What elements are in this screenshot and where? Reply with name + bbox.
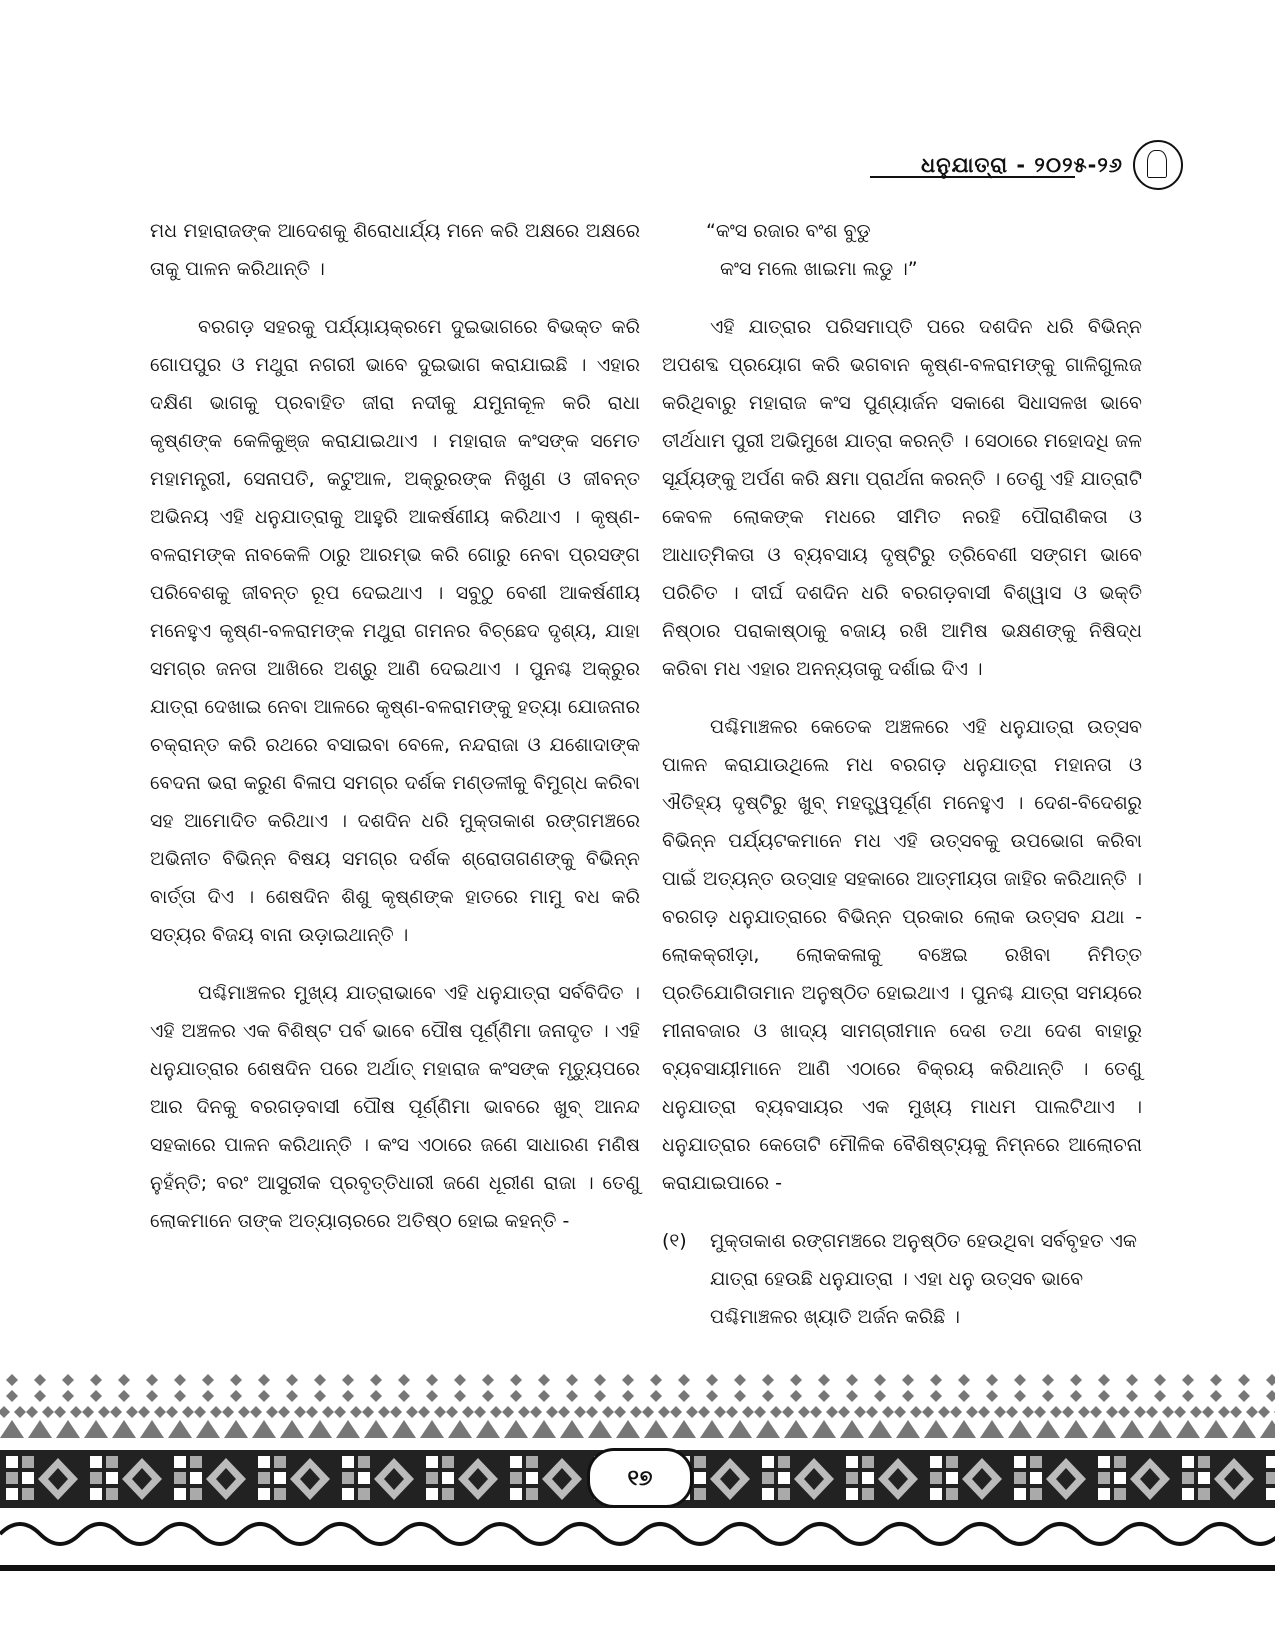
item-text: ମୁକ୍ତାକାଶ ରଙ୍ଗମଞ୍ଚରେ ଅନୁଷ୍ଠିତ ହେଉଥିବା ସର୍ବବୃହତ ଏକ ଯାତ୍ରା ହେଉଛି ଧନୁଯାତ୍ରା । ଏହା ଧନୁ ଉତ୍ସବ ଭାବେ ପଶ୍ଚିମାଞ୍ଚଳର ଖ୍ୟାତି ଅର୍ଜନ କରିଛି ।: [710, 1230, 1137, 1328]
header-title: ଧନୁଯାତ୍ରା - ୨୦୨୫-୨୬: [920, 152, 1123, 177]
left-paragraph-3: ପଶ୍ଚିମାଞ୍ଚଳର ମୁଖ୍ୟ ଯାତ୍ରାଭାବେ ଏହି ଧନୁଯାତ୍ରା ସର୍ବବିଦିତ । ଏହି ଅଞ୍ଚଳର ଏକ ବିଶିଷ୍ଟ ପର୍ବ ଭାବେ ପୌଷ ପୂର୍ଣ୍ଣିମା ଜନାଦୃତ । ଏହି ଧନୁଯାତ୍ରାର ଶେଷଦିନ ପରେ ଅର୍ଥାତ୍ ମହାରାଜ କଂସଙ୍କ ମୃତ୍ୟୁପରେ ଆର ଦିନକୁ ବରଗଡ଼ବାସୀ ପୌଷ ପୂର୍ଣ୍ଣିମା ଭାବରେ ଖୁବ୍ ଆନନ୍ଦ ସହକାରେ ପାଳନ କରିଥାନ୍ତି । କଂସ ଏଠାରେ ଜଣେ ସାଧାରଣ ମଣିଷ ନୁହଁନ୍ତି; ବରଂ ଆସୁରୀକ ପ୍ରବୃତ୍ତିଧାରୀ ଜଣେ ଧୂରୀଣ ରାଜା । ତେଣୁ ଲୋକମାନେ ତାଙ୍କ ଅତ୍ୟାଚାରରେ ଅତିଷ୍ଠ ହୋଇ କହନ୍ତି -: [150, 982, 640, 1232]
left-paragraph-1: ମଧ ମହାରାଜଙ୍କ ଆଦେଶକୁ ଶିରୋଧାର୍ଯ୍ୟ ମନେ କରି ଅକ୍ଷରେ ଅକ୍ଷରେ ତାକୁ ପାଳନ କରିଥାନ୍ତି ।: [150, 220, 640, 280]
numbered-item-1: [662, 1222, 1142, 1336]
right-paragraph-1: ଏହି ଯାତ୍ରାର ପରିସମାପ୍ତି ପରେ ଦଶଦିନ ଧରି ବିଭିନ୍ନ ଅପଶବ୍ଦ ପ୍ରୟୋଗ କରି ଭଗବାନ କୃଷ୍ଣ-ବଳରାମଙ୍କୁ ଗାଳିଗୁଲଜ କରିଥିବାରୁ ମହାରାଜ କଂସ ପୁଣ୍ୟାର୍ଜନ ସକାଶେ ସିଧାସଳଖ ଭାବେ ତୀର୍ଥଧାମ ପୁରୀ ଅଭିମୁଖେ ଯାତ୍ରା କରନ୍ତି । ସେଠାରେ ମହୋଦଧି ଜଳ ସୂର୍ଯ୍ୟଙ୍କୁ ଅର୍ପଣ କରି କ୍ଷମା ପ୍ରାର୍ଥନା କରନ୍ତି । ତେଣୁ ଏହି ଯାତ୍ରାଟି କେବଳ ଲୋକଙ୍କ ମଧରେ ସୀମିତ ନରହି ପୌରାଣିକତା ଓ ଆଧାତ୍ମିକତା ଓ ବ୍ୟବସାୟ ଦୃଷ୍ଟିରୁ ତ୍ରିବେଣୀ ସଙ୍ଗମ ଭାବେ ପରିଚିତ । ଦୀର୍ଘ ଦଶଦିନ ଧରି ବରଗଡ଼ବାସୀ ବିଶ୍ୱାସ ଓ ଭକ୍ତି ନିଷ୍ଠାର ପରାକାଷ୍ଠାକୁ ବଜାୟ ରଖି ଆମିଷ ଭକ୍ଷଣଙ୍କୁ ନିଷିଦ୍ଧ କରିବା ମଧ ଏହାର ଅନନ୍ୟତାକୁ ଦର୍ଶାଇ ଦିଏ ।: [662, 316, 1142, 680]
diamond-pattern-band: [0, 1370, 1275, 1440]
header-underline: [870, 176, 1075, 178]
festival-emblem-icon: [1133, 140, 1183, 190]
right-column: [662, 212, 1142, 1336]
left-column: [150, 212, 640, 1260]
decorative-footer: [0, 1370, 1275, 1650]
page-header: [921, 140, 1183, 190]
vine-scroll-border: [0, 1510, 1275, 1558]
verse-quote: [706, 212, 1142, 288]
left-paragraph-2: ବରଗଡ଼ ସହରକୁ ପର୍ଯ୍ୟାୟକ୍ରମେ ଦୁଇଭାଗରେ ବିଭକ୍ତ କରି ଗୋପପୁର ଓ ମଥୁରା ନଗରୀ ଭାବେ ଦୁଇଭାଗ କରାଯାଇଛି । ଏହାର ଦକ୍ଷିଣ ଭାଗକୁ ପ୍ରବାହିତ ଜୀରା ନଦୀକୁ ଯମୁନାକୂଳ କରି ରାଧା କୃଷ୍ଣଙ୍କ କେଳିକୁଞ୍ଜ କରାଯାଇଥାଏ । ମହାରାଜ କଂସଙ୍କ ସମେତ ମହାମନ୍ତ୍ରୀ, ସେନାପତି, କଟୁଆଳ, ଅକ୍ରୁରଙ୍କ ନିଖୁଣ ଓ ଜୀବନ୍ତ ଅଭିନୟ ଏହି ଧନୁଯାତ୍ରାକୁ ଆହୁରି ଆକର୍ଷଣୀୟ କରିଥାଏ । କୃଷ୍ଣ-ବଳରାମଙ୍କ ନାବକେଳି ଠାରୁ ଆରମ୍ଭ କରି ଗୋରୁ ନେବା ପ୍ରସଙ୍ଗ ପରିବେଶକୁ ଜୀବନ୍ତ ରୂପ ଦେଇଥାଏ । ସବୁଠୁ ବେଶୀ ଆକର୍ଷଣୀୟ ମନେହୁଏ କୃଷ୍ଣ-ବଳରାମଙ୍କ ମଥୁରା ଗମନର ବିଚ୍ଛେଦ ଦୃଶ୍ୟ, ଯାହା ସମଗ୍ର ଜନତା ଆଖିରେ ଅଶ୍ରୁ ଆଣି ଦେଇଥାଏ । ପୁନଶ୍ଚ ଅକ୍ରୁର ଯାତ୍ରା ଦେଖାଇ ନେବା ଆଳରେ କୃଷ୍ଣ-ବଳରାମଙ୍କୁ ହତ୍ୟା ଯୋଜନାର ଚକ୍ରାନ୍ତ କରି ରଥରେ ବସାଇବା ବେଳେ, ନନ୍ଦରାଜା ଓ ଯଶୋଦାଙ୍କ ବେଦନା ଭରା କରୁଣ ବିଳାପ ସମଗ୍ର ଦର୍ଶକ ମଣ୍ଡଳୀକୁ ବିମୁଗ୍ଧ କରିବା ସହ ଆମୋଦିତ କରିଥାଏ । ଦଶଦିନ ଧରି ମୁକ୍ତାକାଶ ରଙ୍ଗମଞ୍ଚରେ ଅଭିନୀତ ବିଭିନ୍ନ ବିଷୟ ସମଗ୍ର ଦର୍ଶକ ଶ୍ରୋତାଗଣଙ୍କୁ ବିଭିନ୍ନ ବାର୍ତ୍ତା ଦିଏ । ଶେଷଦିନ ଶିଶୁ କୃଷ୍ଣଙ୍କ ହାତରେ ମାମୁ ବଧ କରି ସତ୍ୟର ବିଜୟ ବାନା ଉଡ଼ାଇଥାନ୍ତି ।: [150, 316, 640, 946]
right-paragraph-2: ପଶ୍ଚିମାଞ୍ଚଳର କେତେକ ଅଞ୍ଚଳରେ ଏହି ଧନୁଯାତ୍ରା ଉତ୍ସବ ପାଳନ କରାଯାଉଥିଲେ ମଧ ବରଗଡ଼ ଧନୁଯାତ୍ରା ମହାନତା ଓ ଐତିହ୍ୟ ଦୃଷ୍ଟିରୁ ଖୁବ୍ ମହତ୍ତ୍ୱପୂର୍ଣ୍ଣ ମନେହୁଏ । ଦେଶ-ବିଦେଶରୁ ବିଭିନ୍ନ ପର୍ଯ୍ୟଟକମାନେ ମଧ ଏହି ଉତ୍ସବକୁ ଉପଭୋଗ କରିବା ପାଇଁ ଅତ୍ୟନ୍ତ ଉତ୍ସାହ ସହକାରେ ଆତ୍ମୀୟତା ଜାହିର କରିଥାନ୍ତି । ବରଗଡ଼ ଧନୁଯାତ୍ରାରେ ବିଭିନ୍ନ ପ୍ରକାର ଲୋକ ଉତ୍ସବ ଯଥା - ଲୋକକ୍ରୀଡ଼ା, ଲୋକକଳାକୁ ବଞ୍ଚେଇ ରଖିବା ନିମିତ୍ତ ପ୍ରତିଯୋଗିତାମାନ ଅନୁଷ୍ଠିତ ହୋଇଥାଏ । ପୁନଶ୍ଚ ଯାତ୍ରା ସମୟରେ ମୀନାବଜାର ଓ ଖାଦ୍ୟ ସାମଗ୍ରୀମାନ ଦେଶ ତଥା ଦେଶ ବାହାରୁ ବ୍ୟବସାୟୀମାନେ ଆଣି ଏଠାରେ ବିକ୍ରୟ କରିଥାନ୍ତି । ତେଣୁ ଧନୁଯାତ୍ରା ବ୍ୟବସାୟର ଏକ ମୁଖ୍ୟ ମାଧମ ପାଲଟିଥାଏ । ଧନୁଯାତ୍ରାର କେତୋଟି ମୌଳିକ ବୈଶିଷ୍ଟ୍ୟକୁ ନିମ୍ନରେ ଆଲୋଚନା କରାଯାଇପାରେ -: [662, 716, 1142, 1194]
footer-rule: [0, 1565, 1275, 1571]
verse-line-2: କଂସ ମଲେ ଖାଇମା ଲଡୁ ।”: [720, 258, 918, 280]
verse-line-1: “କଂସ ରଜାର ବଂଶ ବୁଡୁ: [706, 220, 871, 242]
item-number: (୧): [662, 1230, 687, 1252]
page-number: ୧୭: [587, 1448, 693, 1508]
